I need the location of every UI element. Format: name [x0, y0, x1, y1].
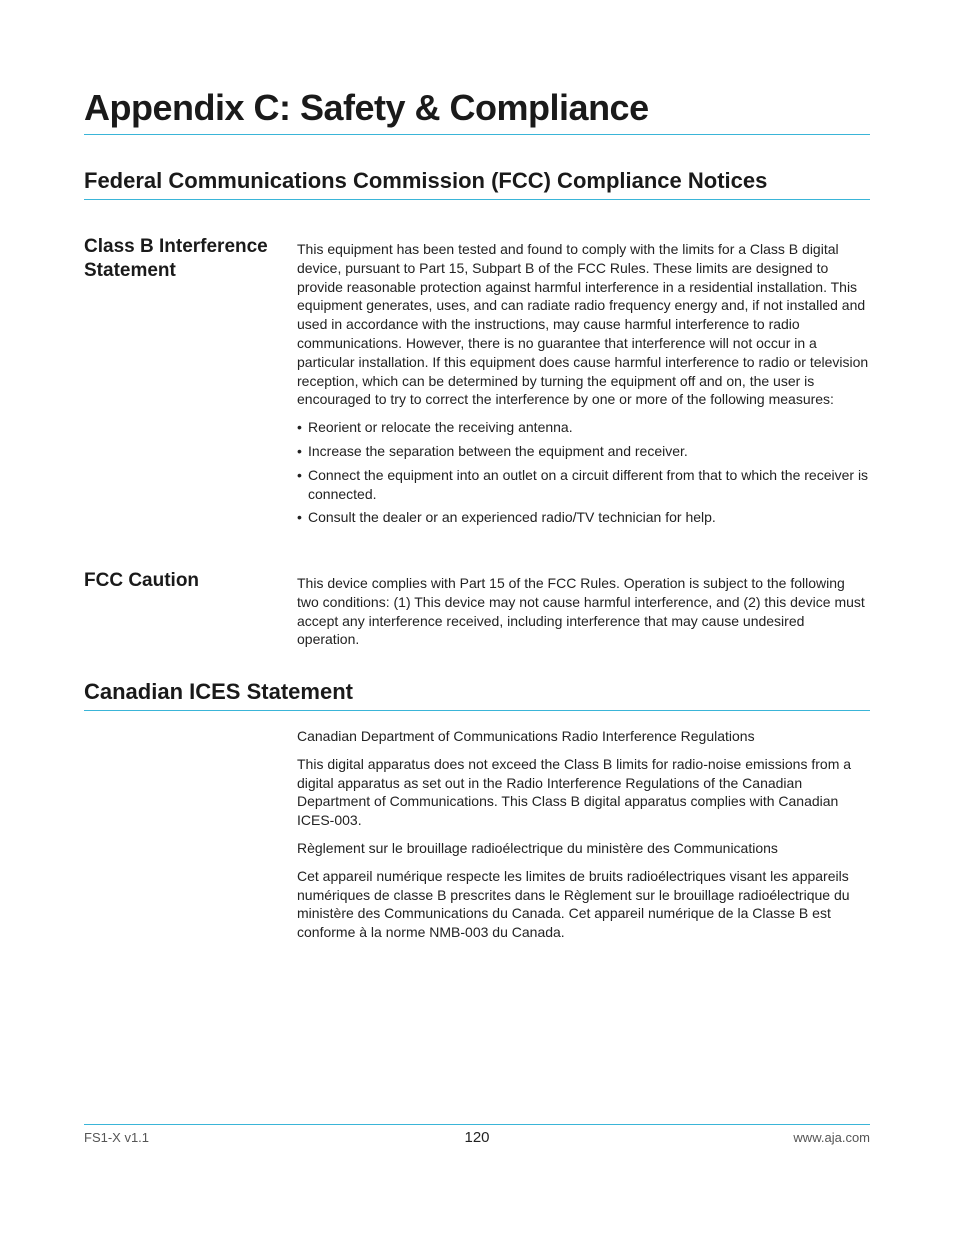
- list-item: • Increase the separation between the equipment and receiver.: [297, 442, 870, 461]
- list-item: • Connect the equipment into an outlet on a circuit different from that to which the receiver is connected.: [297, 466, 870, 504]
- fcc-section-rule: [84, 199, 870, 200]
- ices-section-rule: [84, 710, 870, 711]
- list-item: • Consult the dealer or an experienced radio/TV technician for help.: [297, 508, 870, 527]
- footer-website: www.aja.com: [793, 1130, 870, 1145]
- class-b-heading: Class B Interference Statement: [84, 236, 268, 281]
- chapter-title: Appendix C: Safety & Compliance: [84, 87, 649, 128]
- class-b-body: [297, 240, 870, 532]
- fcc-caution-paragraph: This device complies with Part 15 of the FCC Rules. Operation is subject to the following two conditions: (1) This device may not cause harmful interference, and (2) this device must accept any interference received, including interference that may cause undesired operation.: [297, 575, 865, 648]
- list-item: • Reorient or relocate the receiving antenna.: [297, 418, 870, 437]
- ices-paragraph: Cet appareil numérique respecte les limites de bruits radioélectriques visant les appareils numériques de classe B prescrites dans le Règlement sur le brouillage radioélectrique du ministère des Communications du Canada. Cet appareil numérique de la Classe B est conforme à la norme NMB-003 du Canada.: [297, 867, 850, 941]
- fcc-section-heading: Federal Communications Commission (FCC) Compliance Notices: [84, 168, 768, 193]
- document-page: [84, 0, 870, 1235]
- class-b-bullet-list: [297, 418, 870, 527]
- fcc-caution-body: [297, 574, 870, 658]
- ices-paragraph: This digital apparatus does not exceed the Class B limits for radio-noise emissions from a digital apparatus as set out in the Radio Interference Regulations of the Canadian Department of Communications. This Class B digital apparatus complies with Canadian ICES-003.: [297, 755, 852, 829]
- fcc-caution-heading: FCC Caution: [84, 570, 200, 591]
- chapter-title-rule: [84, 134, 870, 135]
- footer-product-version: FS1-X v1.1: [84, 1130, 150, 1145]
- footer-rule: [84, 1124, 870, 1125]
- class-b-paragraph: This equipment has been tested and found to comply with the limits for a Class B digital device, pursuant to Part 15, Subpart B of the FCC Rules. These limits are designed to provide reasonable protection against harmful interference in a residential installation. This equipment generates, uses, and can radiate radio frequency energy and, if not installed and used in accordance with the instructions, may cause harmful interference to radio communications. However, there is no guarantee that interference will not occur in a particular installation. If this equipment does cause harmful interference to radio or television reception, which can be determined by turning the equipment off and on, the user is encouraged to try to correct the interference by one or more of the following measures:: [297, 241, 869, 408]
- ices-section-heading: Canadian ICES Statement: [84, 679, 353, 704]
- footer-page-number: 120: [464, 1129, 490, 1146]
- ices-paragraph: Canadian Department of Communications Radio Interference Regulations: [297, 728, 755, 744]
- ices-body: [297, 727, 870, 951]
- ices-paragraph: Règlement sur le brouillage radioélectrique du ministère des Communications: [297, 839, 778, 856]
